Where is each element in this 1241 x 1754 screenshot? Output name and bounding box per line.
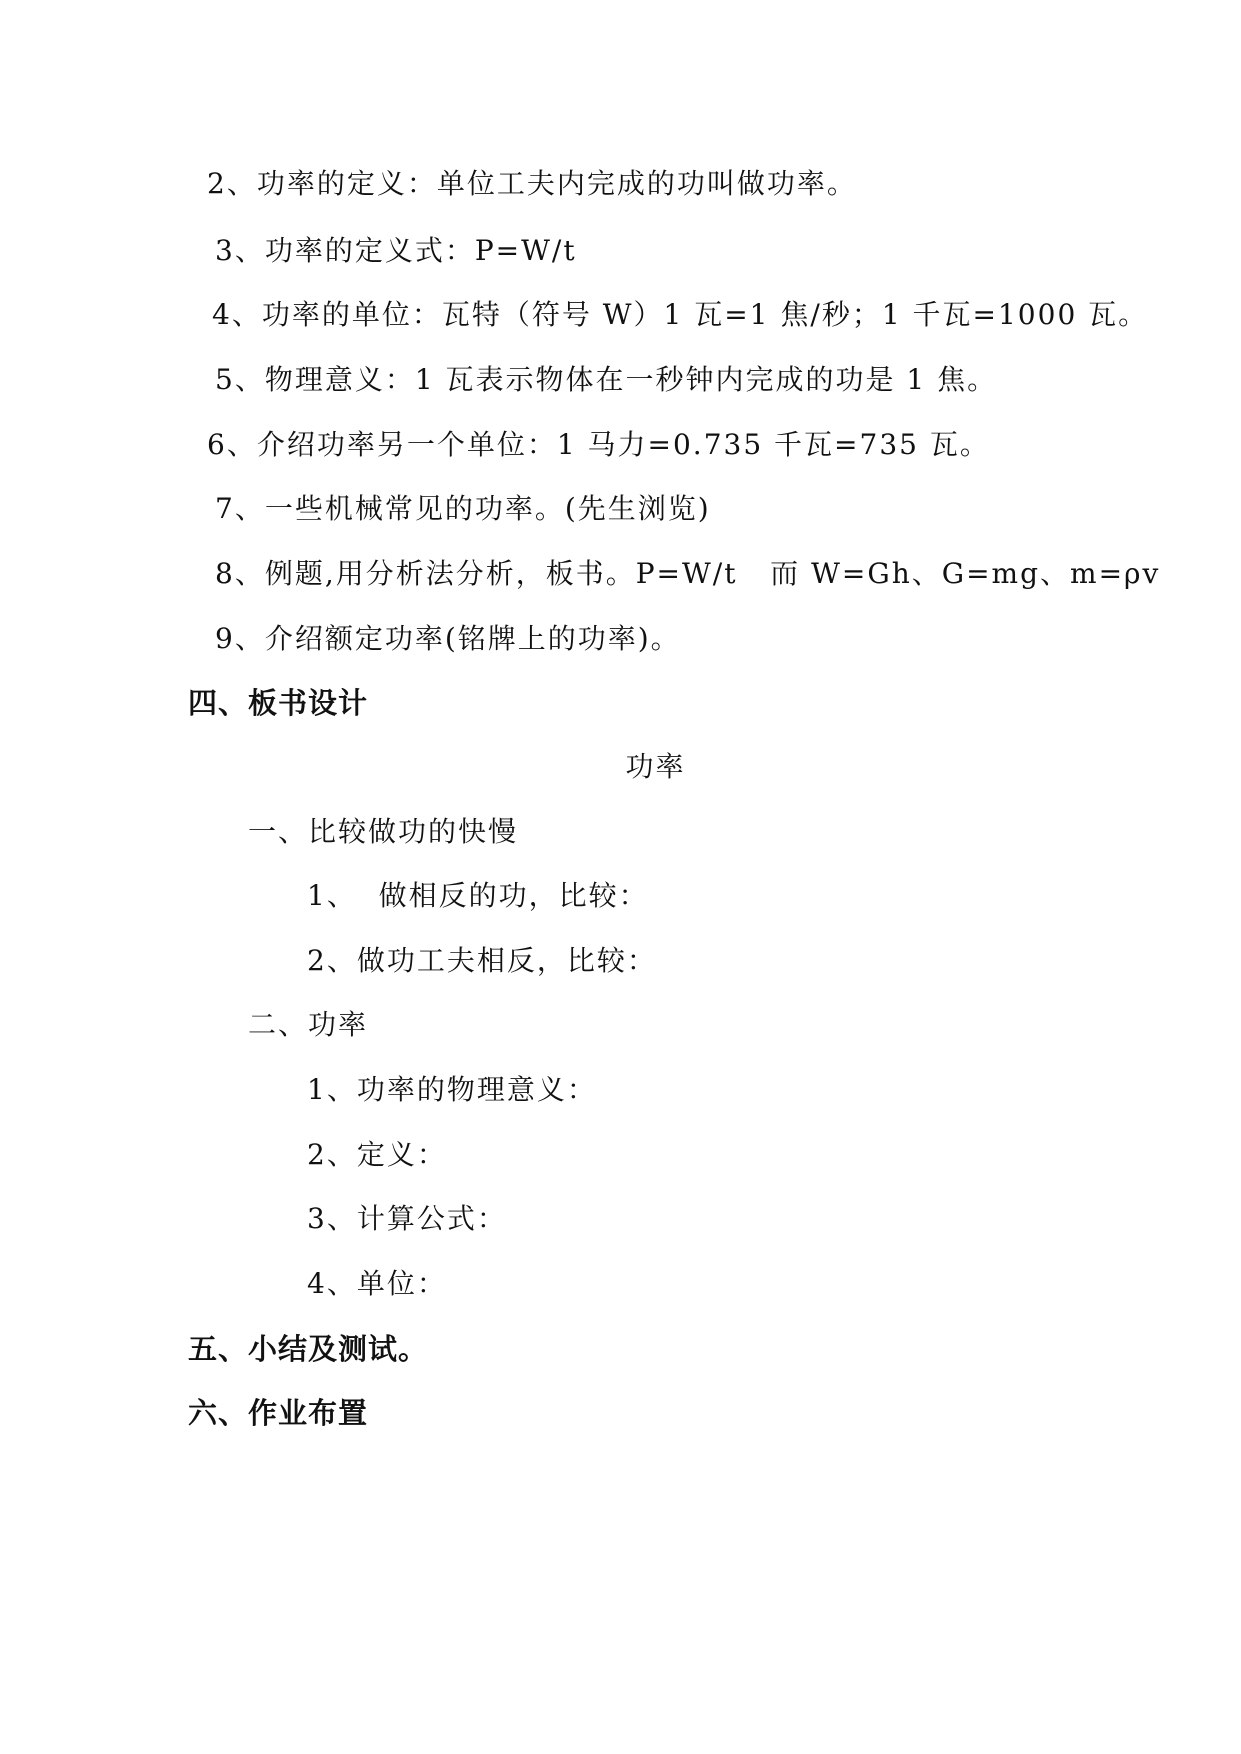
- step-9-rated-power: 9、介绍额定功率(铭牌上的功率)。: [215, 622, 681, 655]
- step-8-example: 8、例题,用分析法分析，板书。P=W/t 而 W=Gh、G=mg、m=ρv: [215, 557, 1161, 590]
- step-5-physical-meaning: 5、物理意义：1 瓦表示物体在一秒钟内完成的功是 1 焦。: [215, 363, 998, 396]
- board-part-2-item-3: 3、计算公式：: [307, 1202, 507, 1235]
- step-7-common-power: 7、一些机械常见的功率。(先生浏览): [215, 492, 711, 525]
- section-5-heading: 五、小结及测试。: [188, 1332, 429, 1366]
- board-part-2-item-2: 2、定义：: [307, 1138, 447, 1171]
- board-part-2-item-1: 1、功率的物理意义：: [307, 1073, 597, 1106]
- step-2-definition: 2、功率的定义：单位工夫内完成的功叫做功率。: [207, 167, 857, 200]
- board-part-1-title: 一、比较做功的快慢: [248, 815, 519, 848]
- board-part-1-item-1: 1、 做相反的功，比较：: [307, 879, 649, 912]
- board-part-2-item-4: 4、单位：: [307, 1267, 447, 1300]
- step-6-other-unit: 6、介绍功率另一个单位：1 马力=0.735 千瓦=735 瓦。: [207, 428, 990, 461]
- board-part-2-title: 二、功率: [248, 1008, 369, 1041]
- step-3-formula: 3、功率的定义式：P=W/t: [215, 234, 577, 267]
- section-6-heading: 六、作业布置: [188, 1396, 369, 1430]
- board-part-1-item-2: 2、做功工夫相反，比较：: [307, 944, 657, 977]
- section-4-heading: 四、板书设计: [188, 686, 369, 720]
- step-4-unit: 4、功率的单位：瓦特（符号 W）1 瓦=1 焦/秒；1 千瓦=1000 瓦。: [212, 298, 1149, 331]
- board-title: 功率: [625, 750, 686, 783]
